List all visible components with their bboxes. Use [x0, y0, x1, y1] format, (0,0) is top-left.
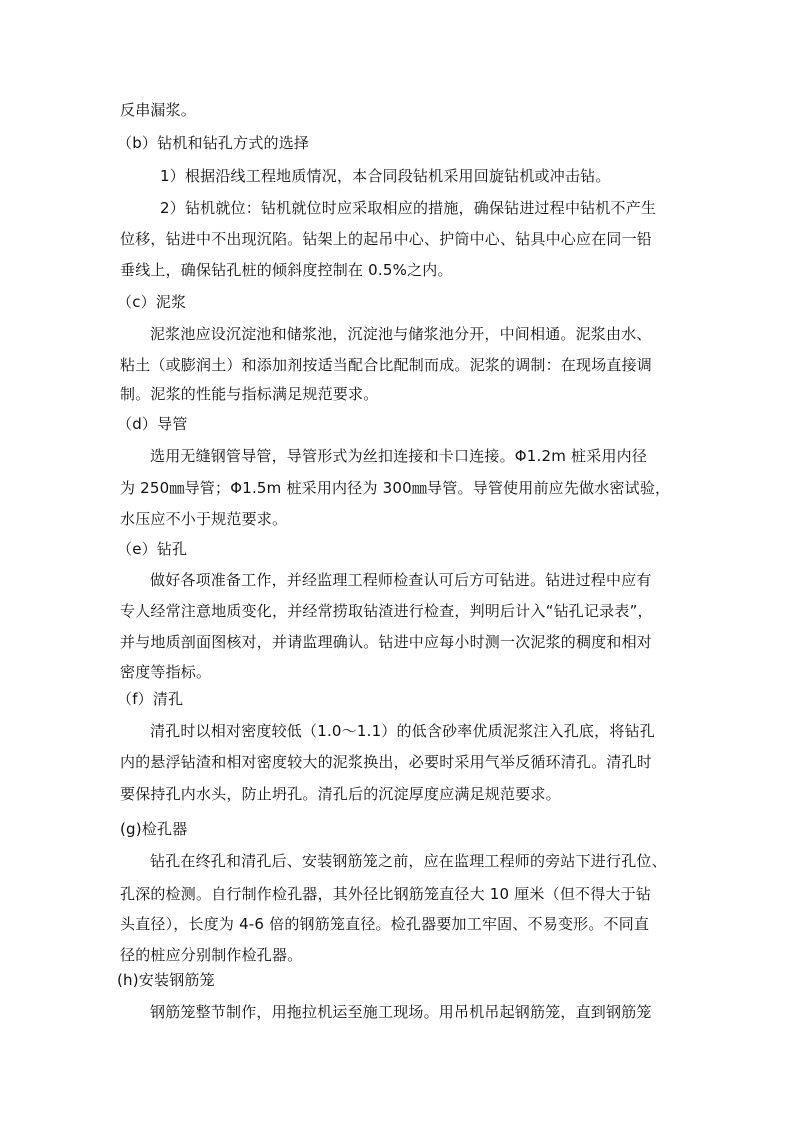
paragraph-line: 孔深的检测。自行制作检孔器，其外径比钢筋笼直径大 10 厘米（但不得大于钻	[120, 885, 652, 903]
section-heading-e: （e）钻孔	[117, 540, 188, 558]
paragraph-line: 专人经常注意地质变化，并经常捞取钻渣进行检查，判明后计入“钻孔记录表”，	[120, 602, 653, 620]
list-item-1: 1）根据沿线工程地质情况，本合同段钻机采用回旋钻机或冲击钻。	[160, 167, 611, 185]
paragraph-line: 做好各项准备工作，并经监理工程师检查认可后方可钻进。钻进过程中应有	[150, 571, 652, 589]
paragraph-line: 选用无缝钢管导管，导管形式为丝扣连接和卡口连接。Φ1.2m 桩采用内径	[150, 447, 648, 465]
paragraph-line: 钻孔在终孔和清孔后、安装钢筋笼之前，应在监理工程师的旁站下进行孔位、	[150, 852, 667, 870]
section-heading-f: （f）清孔	[117, 690, 184, 708]
paragraph-line: 反串漏浆。	[120, 101, 197, 119]
paragraph-line: 垂线上，确保钻孔桩的倾斜度控制在 0.5%之内。	[120, 261, 453, 279]
paragraph-line: 水压应不小于规范要求。	[120, 510, 288, 528]
paragraph-line: 头直径），长度为 4-6 倍的钢筋笼直径。检孔器要加工牢固、不易变形。不同直	[120, 915, 650, 933]
paragraph-line: 钢筋笼整节制作，用拖拉机运至施工现场。用吊机吊起钢筋笼，直到钢筋笼	[150, 1003, 652, 1021]
paragraph-line: 泥浆池应设沉淀池和储浆池，沉淀池与储浆池分开，中间相通。泥浆由水、	[150, 325, 652, 343]
section-heading-c: （c）泥浆	[117, 293, 187, 311]
paragraph-line: 并与地质剖面图核对，并请监理确认。钻进中应每小时测一次泥浆的稠度和相对	[120, 633, 653, 651]
list-item-2: 2）钻机就位：钻机就位时应采取相应的措施，确保钻进过程中钻机不产生	[160, 199, 657, 217]
section-heading-b: （b）钻机和钻孔方式的选择	[117, 134, 310, 152]
paragraph-line: 粘土（或膨润土）和添加剂按适当配合比配制而成。泥浆的调制：在现场直接调	[120, 356, 653, 374]
section-heading-d: （d）导管	[117, 415, 188, 433]
paragraph-line: 位移，钻进中不出现沉陷。钻架上的起吊中心、护筒中心、钻具中心应在同一铅	[120, 230, 653, 248]
paragraph-line: 制。泥浆的性能与指标满足规范要求。	[120, 385, 379, 403]
paragraph-line: 为 250㎜导管；Φ1.5m 桩采用内径为 300㎜导管。导管使用前应先做水密试验，	[120, 479, 671, 497]
paragraph-line: 清孔时以相对密度较低（1.0～1.1）的低含砂率优质泥浆注入孔底，将钻孔	[150, 722, 655, 740]
paragraph-line: 径的桩应分别制作检孔器。	[120, 946, 303, 964]
section-heading-h: (h)安装钢筋笼	[117, 971, 215, 989]
section-heading-g: (g)检孔器	[120, 820, 188, 838]
paragraph-line: 要保持孔内水头，防止坍孔。清孔后的沉淀厚度应满足规范要求。	[120, 785, 561, 803]
paragraph-line: 密度等指标。	[120, 663, 212, 681]
paragraph-line: 内的悬浮钻渣和相对密度较大的泥浆换出，必要时采用气举反循环清孔。清孔时	[120, 753, 653, 771]
